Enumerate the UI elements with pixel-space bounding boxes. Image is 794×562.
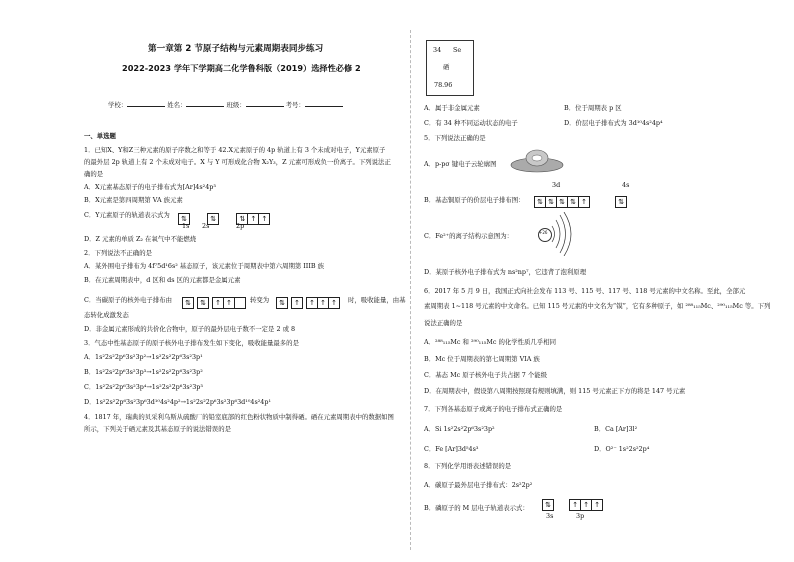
orbital-label: 2p: [236, 222, 245, 230]
orbital-diagram-p: ⇅ ↑ ↑ ↑: [542, 494, 602, 513]
orbital-box: ⇅: [236, 213, 248, 225]
orbital-box: ⇅: [207, 213, 219, 225]
orbital-label: 1s: [182, 222, 190, 230]
class-blank[interactable]: [246, 100, 284, 107]
q7-option-a: A．Si 1s²2s²2p⁶3s²3p²: [424, 425, 495, 433]
section-heading: 一、单选题: [84, 132, 116, 140]
name-blank[interactable]: [186, 100, 224, 107]
q5-stem: 5．下列说法正确的是: [424, 134, 486, 142]
q3-option-c: C．1s²2s²2p⁶3s²3p⁴→1s²2s²2p⁶3s²3p³: [84, 383, 203, 391]
q4-option-c: C．有 34 种不同运动状态的电子: [424, 119, 518, 127]
q2-stem: 2．下列说法不正确的是: [84, 249, 152, 257]
q7-option-c: C．Fe [Ar]3d⁵4s³: [424, 445, 479, 453]
q2-option-c-tail: 时，吸收能量，由基: [348, 296, 406, 304]
orbital-label: 2s: [202, 222, 210, 230]
orbital-label-3d: 3d: [552, 181, 561, 189]
element-card-se: [426, 40, 474, 96]
q1-option-b: B．X元素是第四周期第 VA 族元素: [84, 196, 183, 204]
nucleus-charge: +26: [539, 230, 548, 235]
element-symbol: Se: [453, 46, 462, 54]
q5-option-b: B．基态铜原子的价层电子排布图：: [424, 196, 525, 204]
q5-option-a: A．p-pσ 键电子云轮廓图: [424, 160, 497, 168]
column-divider: [410, 30, 411, 550]
q8-option-b: B．磷原子的 M 层电子轨道表示式：: [424, 504, 529, 512]
q2-option-c: C．当碳原子的核外电子排布由: [84, 296, 172, 304]
doc-title: 第一章第 2 节原子结构与元素周期表同步练习: [148, 44, 324, 54]
q6-line3: 说法正确的是: [424, 319, 463, 327]
q1-option-a: A．X元素基态原子的电子排布式为[Ar]4s²4p³: [84, 183, 216, 191]
orbital-diagram-y: [178, 208, 269, 227]
element-mass: 78.96: [434, 81, 453, 89]
q5-option-d: D．某原子核外电子排布式为 ns²np⁷，它违背了泡利原理: [424, 268, 587, 276]
q5-option-c: C．Fe²⁺的离子结构示意图为：: [424, 232, 513, 240]
q6-option-b: B．Mc 位于周期表的第七周期第 VIA 族: [424, 355, 540, 363]
orbital-box: ↑: [258, 213, 270, 225]
doc-subtitle: 2022-2023 学年下学期高二化学鲁科版（2019）选择性必修 2: [122, 63, 361, 73]
q3-option-b: B．1s²2s²2p⁶3s²3p³→1s²2s²2p⁶3s²3p²: [84, 368, 203, 376]
q1-line2: 的最外层 2p 轨道上有 2 个未成对电子。X 与 Y 可形成化合物 X₂Y₃，Z 元素可形成负一价离子。下列说法正: [84, 158, 391, 166]
q7-option-d: D．O²⁻ 1s²2s²2p⁴: [594, 445, 650, 453]
q6-option-d: D．在周期表中，假设第八周期按照现有规则填满，则 115 号元素正下方的将是 147 号元素: [424, 387, 686, 395]
q2-option-d: D．非金属元素形成的共价化合物中，原子的最外层电子数不一定是 2 或 8: [84, 325, 296, 333]
q3-stem: 3．气态中性基态原子的原子核外电子排布发生如下变化，吸收能量最多的是: [84, 339, 299, 347]
q4-option-a: A．属于非金属元素: [424, 104, 480, 112]
element-number: 34: [433, 46, 442, 54]
orbital-diagram-cu: ⇅ ⇅ ⇅ ⇅ ↑ ⇅: [534, 191, 626, 210]
orbital-box: ↑: [247, 213, 259, 225]
orbital-label-3s: 3s: [546, 512, 554, 520]
q4-option-b: B．位于周期表 p 区: [564, 104, 622, 112]
q6-option-c: C．基态 Mc 原子核外电子共占据 7 个能级: [424, 371, 548, 379]
q7-stem: 7．下列各基态原子或离子的电子排布式正确的是: [424, 405, 563, 413]
info-line: 学校： 姓名： 班级： 考号：: [108, 100, 343, 109]
orbital-label-4s: 4s: [622, 181, 630, 189]
q2-transform: 转变为: [250, 296, 270, 304]
q3-option-d: D．1s²2s²2p⁶3s²3p⁶3d¹⁰4s²4p²→1s²2s²2p⁶3s²3p⁶3d¹⁰4s²4p¹: [84, 398, 272, 406]
q2-option-c-cont: 态转化成激发态: [84, 311, 129, 319]
q7-option-b: B．Ca [Ar]3l²: [594, 425, 638, 433]
orbital-label-3p: 3p: [576, 512, 585, 520]
q2-option-b: B．在元素周期表中，d 区和 ds 区的元素都是金属元素: [84, 276, 241, 284]
orbital-box: ⇅: [178, 213, 190, 225]
q1-line3: 确的是: [84, 170, 104, 178]
q6-option-a: A．²⁸⁸₁₁₅Mc 和 ²⁹⁰₁₁₅Mc 的化学性质几乎相同: [424, 338, 556, 346]
q4-line1: 4．1817 年，瑞典的贝采利乌斯从硫酸厂的铅室底部的红色粉状物质中制得硒。硒在元素周期表中的数据如图: [84, 413, 394, 421]
q1-line1: 1．已知X、Y和Z三种元素的原子序数之和等于 42.X元素原子的 4p 轨道上有 3 个未成对电子，Y元素原子: [84, 146, 386, 154]
q1-option-d: D．Z 元素的单质 Z₂ 在氧气中不能燃烧: [84, 235, 197, 243]
q8-option-a: A．碳原子最外层电子排布式：2s²2p²: [424, 481, 533, 489]
q4-option-d: D．价层电子排布式为 3d¹⁰4s²4p⁴: [564, 119, 663, 127]
q2-option-a: A．某外围电子排布为 4f⁷5d¹6s² 基态原子，该元素位于周期表中第六周期第 IIIB 族: [84, 262, 324, 270]
school-blank[interactable]: [127, 100, 165, 107]
q6-line2: 素周期表 1~118 号元素的中文命名。已知 115 号元素的中文名为“镆”，它有多种原子，如 ²⁸⁸₁₁₅Mc、²⁹⁰₁₁₅Mc 等。下列: [424, 302, 771, 310]
fe-ion-diagram: [538, 212, 578, 256]
q6-line1: 6．2017 年 5 月 9 日，我国正式向社会发布 113 号、115 号、117 号、118 号元素的中文名称。至此，全部元: [424, 287, 746, 295]
p-p-sigma-cloud-image: [510, 148, 564, 174]
q3-option-a: A．1s²2s²2p⁶3s²3p²→1s²2s²2p⁶3s²3p¹: [84, 353, 203, 361]
element-name: 硒: [443, 63, 450, 71]
id-blank[interactable]: [305, 100, 343, 107]
orbital-diagram-c2: ⇅ ↑ ↑ ↑ ↑: [276, 292, 339, 311]
q8-stem: 8．下列化学用语表述错误的是: [424, 462, 512, 470]
q1-option-c: C．Y元素原子的轨道表示式为: [84, 211, 170, 219]
orbital-diagram-c1: ⇅ ⇅ ↑ ↑: [182, 292, 245, 311]
q4-line2: 所示，下列关于硒元素及其基态原子的说法错误的是: [84, 425, 231, 433]
